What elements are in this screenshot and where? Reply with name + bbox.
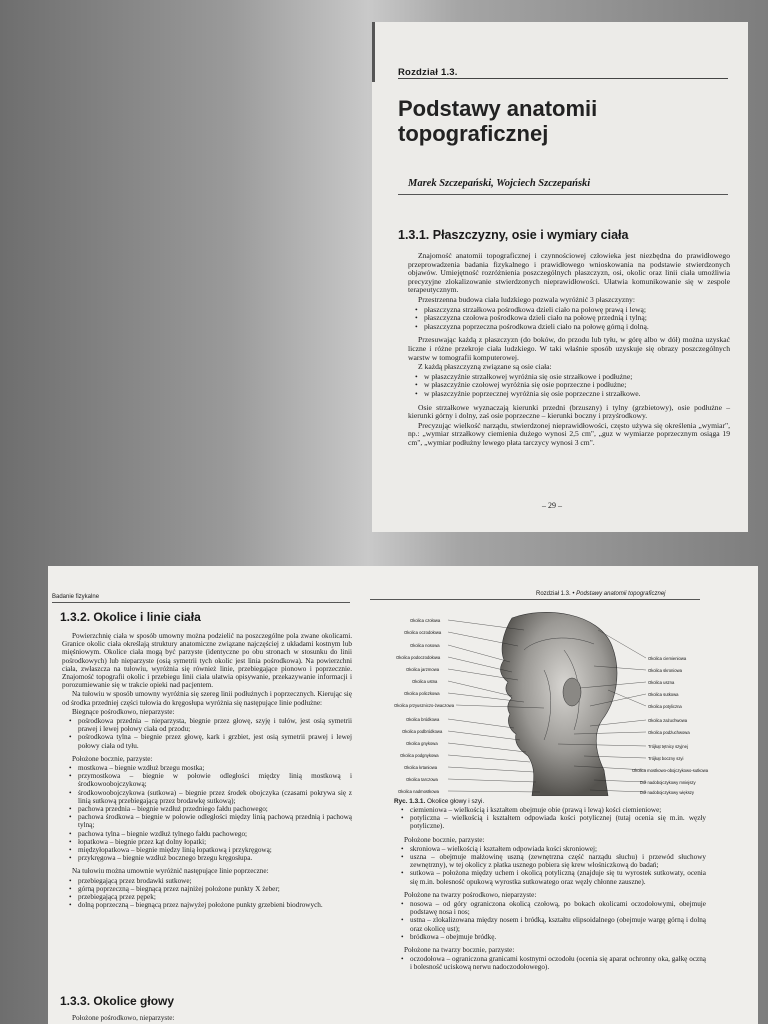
list-item: • przykręgowa – biegnie wzdłuż bocznego brzegu kręgosłupa. (68, 854, 352, 862)
label-dol-nadobojczykowy-mniejszy: Dół nadobojczykowy mniejszy (640, 780, 696, 785)
list-item: • pachowa środkowa – biegnie w połowie odległości między linią pachową przednią i pachową tylną; (68, 813, 352, 829)
list-item: • ciemieniowa – wielkością i kształtem obejmuje obie (prawą i lewą) kości ciemieniowe; (400, 806, 706, 814)
label-okolica-gnykowa: Okolica gnykowa (406, 741, 438, 746)
divider (52, 602, 350, 603)
figure-caption (394, 798, 484, 805)
paragraph: Przestrzenna budowa ciała ludzkiego pozwala wyróżnić 3 płaszczyzny: (418, 294, 635, 304)
paragraph: Precyzując wielkość narządu, stwierdzonej nieprawidłowości, często używa się określenia „wymiar", np.: „wymiar strzałkowy ciemienia dużego wynosi 2,5 cm", „guz w wymiarze poprzecznym osiąga 19 cm", „wymiar podłużny lewego płata tarczycy wynosi 3 cm". (408, 420, 730, 447)
label-okolica-nadmostkowa: Okolica nadmostkowa (398, 789, 439, 794)
list-item: • nosowa – od góry ograniczona okolicą czołową, po bokach okolicami oczodołowymi, obejmuje podstawę nosa i nos; (400, 900, 706, 916)
list-label: Biegnące pośrodkowo, nieparzyste: (72, 707, 175, 716)
label-okolica-potyliczna: Okolica potyliczna (648, 704, 682, 709)
right-column (394, 806, 706, 977)
section-heading: 1.3.2. Okolice i linie ciała (60, 610, 201, 624)
list-item: • przebiegającą przez brodawki sutkowe; (68, 877, 352, 885)
section-heading: 1.3.1. Płaszczyzny, osie i wymiary ciała (398, 228, 629, 242)
paragraph: Znajomość anatomii topograficznej i czynnościowej człowieka jest niezbędna do prawidłowego przeprowadzenia badania fizykalnego i prawidłowego wnioskowania na podstawie stwierdzonych objawów. Umiejętność rozróżnienia poszczególnych płaszczyzn, osi, okolic oraz linii ciała umożliwia precyzyjne zlokalizowanie stwierdzonych nieprawidłowości. Ułatwia komunikowanie się w zespole terapeutycznym. (408, 251, 730, 295)
label-okolica-czolowa: Okolica czołowa (410, 618, 441, 623)
section-heading: 1.3.3. Okolice głowy (60, 994, 175, 1008)
head-regions-figure (394, 610, 709, 796)
label-okolica-jarzmowa: Okolica jarzmowa (406, 667, 440, 672)
list-item: • przebiegającą przez pępek; (68, 893, 352, 901)
list-item: • oczodołowa – ograniczona granicami kostnymi oczodołu (ocenia się aparat ochronny oka, gałkę oczną i bolesność uciskową nerwu nadoczodołowego). (400, 955, 706, 971)
label-okolica-przyuszniczo-zwaczowa: Okolica przyuszniczo-żwaczowa (394, 703, 455, 708)
left-column (62, 632, 352, 915)
list-item: • środkowoobojczykowa (sutkowa) – biegnie przez środek obojczyka (czasami pokrywa się z linią sutkową przebiegającą przez brodawkę sutkową); (68, 789, 352, 805)
label-trojkat-boczny-szyi: Trójkąt boczny szyi (648, 756, 684, 761)
list-label: Na tułowiu można umownie wyróżnić następujące linie poprzeczne: (72, 867, 269, 876)
list-item: • płaszczyzna strzałkowa pośrodkowa dzieli ciało na połowę prawą i lewą; (414, 306, 730, 315)
list-item: • dolną poprzeczną – biegnącą przez najwyżej położone punkty grzebieni biodrowych. (68, 901, 352, 909)
list-item: • pachowa przednia – biegnie wzdłuż przedniego fałdu pachowego; (68, 805, 352, 813)
list-item: • pośrodkowa tylna – biegnie przez głowę, kark i grzbiet, jest osią symetrii prawej i lewej połowy ciała od tyłu. (68, 733, 352, 749)
label-trojkat-tetnicy-szyjnej: Trójkąt tętnicy szyjnej (648, 744, 688, 749)
page-corner-mark (372, 22, 375, 82)
list-item: • pośrodkowa przednia – nieparzysta, biegnie przez głowę, szyję i tułów, jest osią symetrii prawej i lewej połowy ciała od przodu; (68, 717, 352, 733)
caption-number: Ryc. 1.3.1. (394, 798, 426, 805)
list-item: • ustna – zlokalizowana między nosem i bródką, kształtu elipsoidalnego (obejmuje wargę górną i dolną oraz okolicę ust); (400, 916, 706, 932)
divider (370, 599, 700, 600)
planes-list (414, 306, 730, 332)
page-29 (372, 22, 748, 532)
label-dol-nadobojczykowy-wiekszy: Dół nadobojczykowy większy (640, 790, 694, 795)
midline-list (68, 717, 352, 750)
list-item: • uszna – obejmuje małżowinę uszną (zewnętrzna część narządu słuchu) i przewód słuchowy zewnętrzny), w tej okolicy z płatka usznego pobiera się krew włośniczkową do badań; (400, 853, 706, 869)
head-regions-intro (72, 1014, 352, 1023)
label-okolica-mostkowo-obojczykowo-sutkowa: Okolica mostkowo-obojczykowo-sutkowa (632, 768, 709, 773)
label-okolica-nosowa: Okolica nosowa (410, 643, 440, 648)
label-okolica-podoczodolowa: Okolica podoczodołowa (396, 655, 441, 660)
list-item: • górną poprzeczną – biegnącą przez najniżej położone punkty X żeber; (68, 885, 352, 893)
divider (398, 78, 728, 79)
face-lateral-list (400, 955, 706, 971)
paragraph: Z każdą płaszczyzną związane są osie ciała: (418, 362, 552, 372)
label-okolica-sutkowa: Okolica sutkowa (648, 692, 679, 697)
list-item: • pachowa tylna – biegnie wzdłuż tylnego fałdu pachowego; (68, 830, 352, 838)
list-label: Położone bocznie, parzyste: (404, 835, 485, 844)
header-title: • Podstawy anatomii topograficznej (572, 591, 666, 597)
paragraph: Powierzchnię ciała w sposób umowny można podzielić na poszczególne pola zwane okolicami. Granice okolic ciała określają struktury anatomiczne związane najczęściej z układami kostnym lub mięśniowym. Okolice ciała mogą być parzyste (identyczne po obu stronach w stosunku do linii pośrodkowych) lub nieparzyste (osią symetrii tych okolic jest linia pośrodkowa). Na powierzchni ciała, zwłaszcza na tułowiu, wyróżnia się również linie, przebiegające pionowo i poprzecznie. Znajomość topografii okolic i przebiegu linii ciała ułatwia opisywanie, przekazywanie informacji i porozumiewanie się w trakcie opieki nad pacjentem. (62, 632, 352, 690)
label-okolica-brodkowa: Okolica bródkowa (406, 717, 440, 722)
list-item: • międzyłopatkowa – biegnie między linią łopatkową i przykręgową; (68, 846, 352, 854)
paragraph: Osie strzałkowe wyznaczają kierunki przedni (brzuszny) i tylny (grzbietowy), osie podłużne – kierunki górny i dolny, zaś osie poprzeczne – kierunki boczny i przyśrodkowy. (408, 402, 730, 421)
label-okolica-skroniowa: Okolica skroniowa (648, 668, 682, 673)
running-header-right (536, 591, 666, 597)
label-okolica-oczodolowa: Okolica oczodołowa (404, 630, 442, 635)
list-item: • w płaszczyźnie strzałkowej wyróżnia się osie strzałkowe i podłużne; (414, 373, 730, 382)
section-body (408, 252, 730, 448)
label-okolica-krtaniowa: Okolica krtaniowa (404, 765, 438, 770)
list-item: • skroniowa – wielkością i kształtem odpowiada kości skroniowej; (400, 845, 706, 853)
caption-text: Okolice głowy i szyi. (427, 798, 485, 805)
label-okolica-ustna: Okolica ustna (412, 679, 438, 684)
list-item: • w płaszczyźnie czołowej wyróżnia się osie poprzeczne i podłużne; (414, 381, 730, 390)
label-okolica-zazuchwowa: Okolica zażuchwowa (648, 718, 688, 723)
chapter-title: Podstawy anatomii topograficznej (398, 96, 598, 146)
list-item: • mostkowa – biegnie wzdłuż brzegu mostka; (68, 764, 352, 772)
label-okolica-policzkowa: Okolica policzkowa (404, 691, 440, 696)
label-okolica-tarczowa: Okolica tarczowa (406, 777, 438, 782)
face-midline-list (400, 900, 706, 941)
transverse-lines-list (68, 877, 352, 910)
list-item: • w płaszczyźnie poprzecznej wyróżnia się osie poprzeczne i strzałkowe. (414, 390, 730, 399)
list-item: • płaszczyzna czołowa pośrodkowa dzieli ciało na połowę przednią i tylną; (414, 314, 730, 323)
paragraph: Na tułowiu w sposób umowny wyróżnia się szereg linii podłużnych i poprzecznych. Kierując się od środka przedniej części tułowia do kręgosłupa wyróżnia się następujące linie podłużne: (62, 690, 352, 707)
label-okolica-podbrodkowa: Okolica podbródkowa (402, 729, 443, 734)
paragraph: Przesuwając każdą z płaszczyzn (do boków, do przodu lub tyłu, w górę albo w dół) można uzyskać liczne i różne przekroje ciała ludzkiego. W taki właśnie sposób uzyskuje się obrazy poszczególnych warstw w tomografii komputerowej. (408, 335, 730, 362)
label-okolica-uszna: Okolica uszna (648, 680, 675, 685)
list-item: • płaszczyzna poprzeczna pośrodkowa dzieli ciało na połowę górną i dolną. (414, 323, 730, 332)
header-chapter: Rozdział 1.3. (536, 591, 571, 597)
list-item: • łopatkowa – biegnie przez kąt dolny łopatki; (68, 838, 352, 846)
list-label: Położone na twarzy bocznie, parzyste: (404, 946, 515, 955)
list-item: • sutkowa – położona między uchem i okolicą potyliczną (znajduje się tu wyrostek sutkowaty, ocenia się m.in. bolesność opukową wyrostka sutkowatego oraz węzły chłonne zauszne). (400, 869, 706, 885)
label-okolica-podgnykowa: Okolica podgnykowa (400, 753, 439, 758)
label-okolica-podzuchwowa: Okolica podżuchwowa (648, 730, 690, 735)
authors: Marek Szczepański, Wojciech Szczepański (408, 178, 591, 189)
list-item: • przymostkowa – biegnie w połowie odległości między linią mostkową i środkowoobojczykową; (68, 772, 352, 788)
page-30 (48, 566, 758, 1024)
list-label: Położone na twarzy pośrodkowo, nieparzyste: (404, 890, 537, 899)
page-number: – 29 – (542, 501, 562, 510)
list-item: • bródkowa – obejmuje bródkę. (400, 933, 706, 941)
label-okolica-ciemieniowa: Okolica ciemieniowa (648, 656, 687, 661)
head-lateral-list (400, 845, 706, 886)
lateral-lines-list (68, 764, 352, 862)
head-midline-list (400, 806, 706, 831)
list-item: • potyliczna – wielkością i kształtem odpowiada kości potylicznej (tutaj ocenia się m.in. węzły potyliczne). (400, 814, 706, 830)
chapter-label: Rozdział 1.3. (398, 67, 458, 78)
list-label: Położone bocznie, parzyste: (72, 754, 153, 763)
axes-list (414, 373, 730, 399)
list-label: Położone pośrodkowo, nieparzyste: (72, 1014, 175, 1022)
divider (398, 194, 728, 195)
running-header-left: Badanie fizykalne (52, 594, 100, 600)
